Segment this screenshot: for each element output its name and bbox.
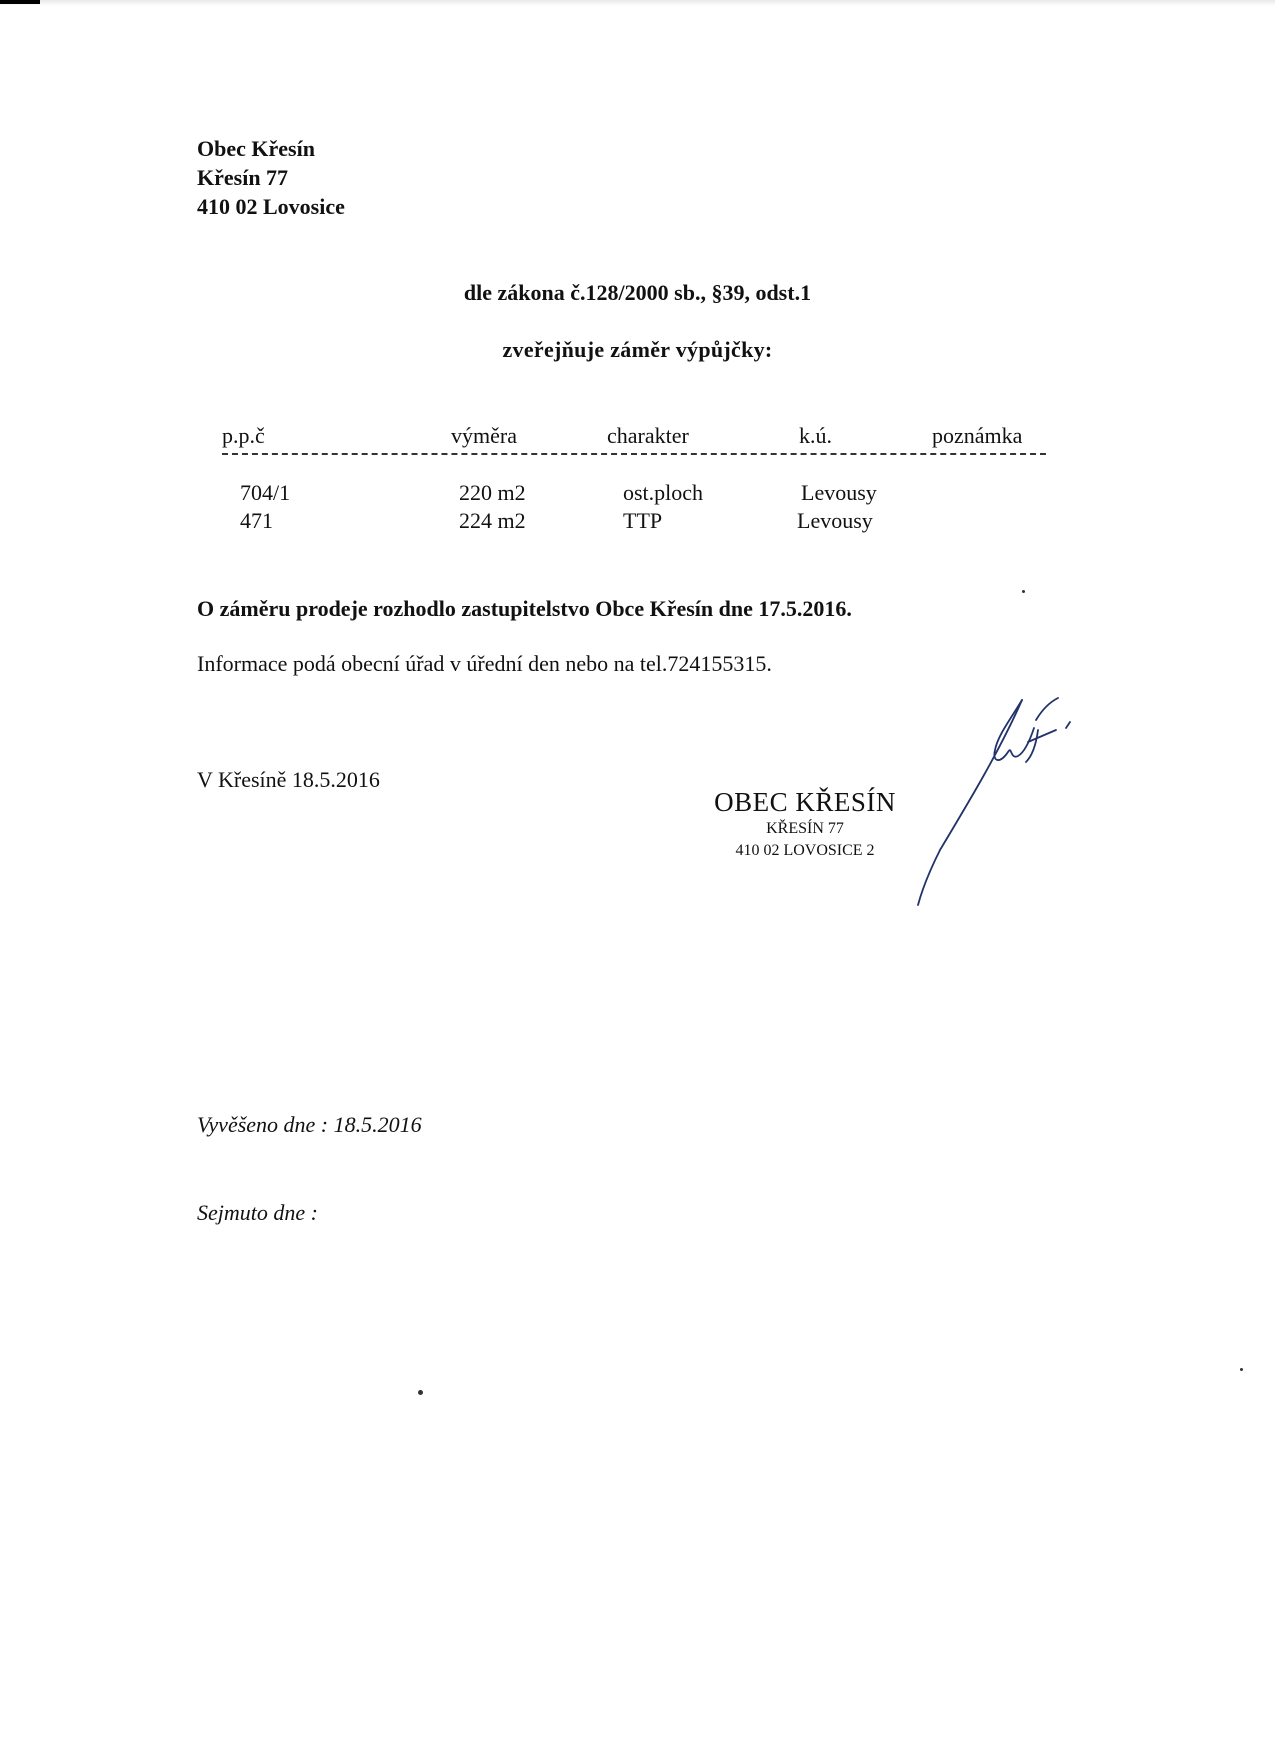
address-line-2: Křesín 77 bbox=[197, 165, 289, 190]
row1-area: 220 m2 bbox=[459, 480, 526, 505]
col-header-note: poznámka bbox=[932, 423, 1023, 448]
row2-character: TTP bbox=[623, 508, 663, 533]
row1-cadastral: Levousy bbox=[801, 480, 877, 505]
notice-heading: zveřejňuje záměr výpůjčky: bbox=[502, 337, 773, 362]
col-header-cadastral: k.ú. bbox=[799, 423, 832, 448]
scan-edge bbox=[0, 0, 1275, 6]
sender-address bbox=[197, 134, 345, 221]
decision-statement: O záměru prodeje rozhodlo zastupitelstvo Obce Křesín dne 17.5.2016. bbox=[197, 596, 852, 621]
scan-speck bbox=[418, 1390, 423, 1395]
scan-speck bbox=[1022, 590, 1025, 593]
removed-date: Sejmuto dne : bbox=[197, 1200, 318, 1225]
row2-area: 224 m2 bbox=[459, 508, 526, 533]
stamp-line-2: 410 02 LOVOSICE 2 bbox=[735, 842, 875, 859]
law-reference: dle zákona č.128/2000 sb., §39, odst.1 bbox=[463, 280, 812, 305]
posted-date: Vyvěšeno dne : 18.5.2016 bbox=[197, 1112, 422, 1137]
scan-corner-mark bbox=[0, 0, 40, 4]
row2-cadastral: Levousy bbox=[797, 508, 873, 533]
signature-icon bbox=[860, 690, 1090, 910]
col-header-area: výměra bbox=[451, 423, 517, 448]
row1-parcel: 704/1 bbox=[240, 480, 291, 505]
col-header-parcel: p.p.č bbox=[222, 423, 265, 448]
row1-character: ost.ploch bbox=[623, 480, 704, 505]
col-header-character: charakter bbox=[607, 423, 689, 448]
place-and-date: V Křesíně 18.5.2016 bbox=[197, 767, 380, 792]
address-line-3: 410 02 Lovosice bbox=[197, 194, 345, 219]
row2-parcel: 471 bbox=[240, 508, 273, 533]
table-divider bbox=[222, 453, 1046, 455]
stamp-title: OBEC KŘESÍN bbox=[714, 787, 896, 817]
contact-info: Informace podá obecní úřad v úřední den nebo na tel.724155315. bbox=[197, 651, 772, 676]
scan-speck bbox=[1240, 1368, 1243, 1371]
stamp-line-1: KŘESÍN 77 bbox=[766, 820, 844, 837]
address-line-1: Obec Křesín bbox=[197, 136, 315, 161]
